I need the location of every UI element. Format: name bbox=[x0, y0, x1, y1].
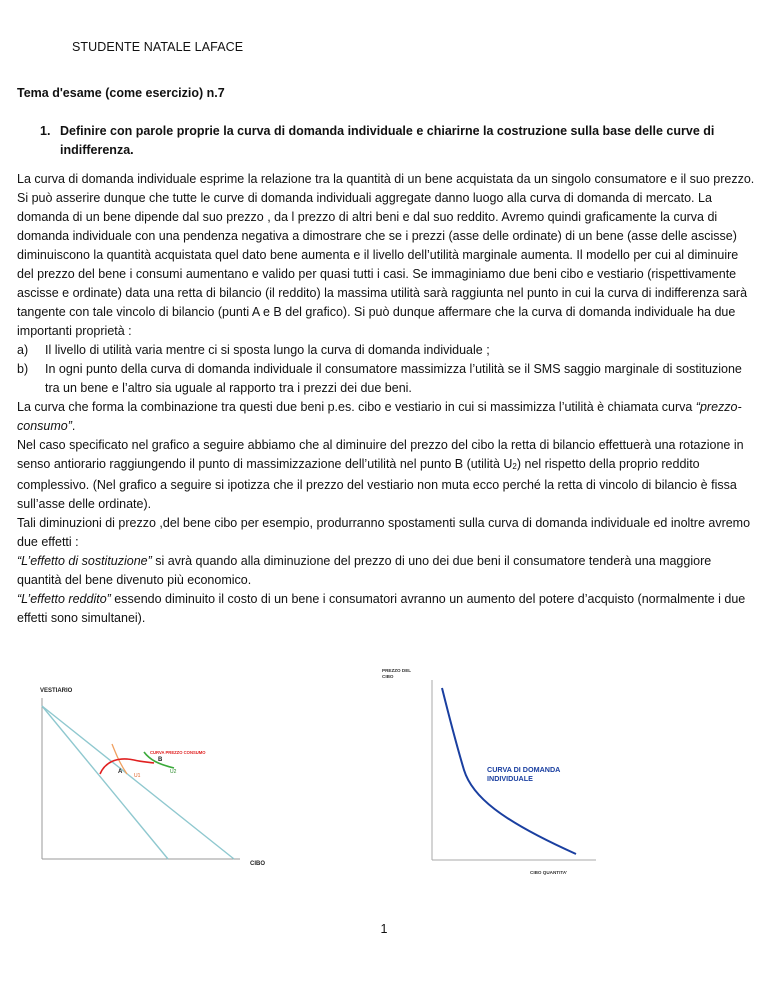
demand-figure bbox=[370, 660, 600, 880]
paragraph-price-consumption bbox=[17, 398, 757, 436]
price-consumption-label: CURVA PREZZO CONSUMO bbox=[150, 750, 206, 755]
income-text: essendo diminuito il costo di un bene i consumatori avranno un aumento del potere d’acquisto (normalmente i due effetti sono simultanei). bbox=[17, 592, 746, 625]
question-number: 1. bbox=[40, 124, 51, 138]
right-x-axis-label: CIBO QUANTITA' bbox=[530, 870, 568, 875]
pc-text-start: La curva che forma la combinazione tra questi due beni p.es. cibo e vestiario in cui si massimizza l’utilità è chiamata curva bbox=[17, 400, 696, 414]
budget-line-1 bbox=[42, 706, 168, 859]
property-a-label: a) bbox=[17, 343, 29, 357]
paragraph-price-decrease: Tali diminuzioni di prezzo ,del bene cibo per esempio, produrranno spostamenti sulla curva di domanda individuale ed inoltre avremo due effetti : bbox=[17, 516, 751, 549]
paragraph-graph-case bbox=[17, 436, 757, 514]
page-number: 1 bbox=[380, 922, 388, 936]
utility-subscript: 2 bbox=[512, 462, 517, 471]
graph-case-end: ) nel rispetto della proprio reddito complessivo. (Nel grafico a seguire si ipotizza che il prezzo del vestiario non muta ecco perché la retta di vincolo di bilancio è fissa sull’asse delle ordinate). bbox=[17, 457, 737, 511]
paragraph-substitution-effect bbox=[17, 552, 757, 590]
paragraph-definition: La curva di domanda individuale esprime la relazione tra la quantità di un bene acquistata da un singolo consumatore e il suo prezzo. Si può asserire dunque che tutte le curve di domanda individuali aggregate danno luogo alla curva di domanda di mercato. La domanda di un bene dipende dal suo prezzo , da l prezzo di altri beni e dal suo reddito. Avremo quindi graficamente la curva di domanda individuale con una pendenza negativa a dimostrare che se i prezzi (asse delle ordinate) di un bene (asse delle ascisse) diminuiscono la quantità acquistata quel dato bene aumenta e il livello dell’utilità marginale aumenta. Il modello per cui al diminuire del prezzo del bene i consumi aumentano e valido per quasi tutti i casi. Se immaginiamo due beni cibo e vestiario (rispettivamente ascisse e ordinate) data una retta di bilancio (il reddito) la massima utilità sarà raggiunta nel punto in cui la curva di indifferenza sarà tangente con tale vincolo di bilancio (punti A e B del grafico). Si può dunque affermare che la curva di domanda individuale ha due importanti proprietà : bbox=[17, 172, 755, 338]
substitution-term: “L’effetto di sostituzione” bbox=[17, 554, 152, 568]
left-x-axis-label: CIBO bbox=[250, 861, 265, 867]
indifference-figure bbox=[40, 660, 285, 875]
question bbox=[40, 122, 740, 160]
property-b bbox=[17, 360, 757, 398]
income-term: “L’effetto reddito” bbox=[17, 592, 111, 606]
paragraph-income-effect bbox=[17, 590, 757, 628]
student-name: STUDENTE NATALE LAFACE bbox=[72, 40, 244, 54]
price-consumption-curve bbox=[100, 759, 154, 774]
property-a bbox=[17, 341, 757, 360]
graph-case-start: Nel caso specificato nel grafico a seguire abbiamo che al diminuire del prezzo del cibo la retta di bilancio effettuerà una rotazione in senso antiorario raggiungendo il punto di massimizzazione dell’utilità nel punto B (utilità U bbox=[17, 438, 744, 471]
answer-body bbox=[17, 170, 757, 628]
question-text: Definire con parole proprie la curva di domanda individuale e chiarirne la costruzione sulla base delle curve di indifferenza. bbox=[60, 124, 715, 157]
u2-label: U2 bbox=[170, 769, 177, 775]
right-y-axis-label-2: CIBO bbox=[382, 674, 394, 679]
u1-label: U1 bbox=[134, 773, 141, 779]
substitution-text: si avrà quando alla diminuzione del prezzo di uno dei due beni il consumatore tenderà una maggiore quantità del bene divenuto più economico. bbox=[17, 554, 712, 587]
budget-line-2 bbox=[42, 706, 234, 859]
property-b-text: In ogni punto della curva di domanda individuale il consumatore massimizza l’utilità se il SMS saggio marginale di sostituzione tra un bene e l’altro sia uguale al rapporto tra i prezzi dei due beni. bbox=[45, 362, 742, 395]
right-y-axis-label-1: PREZZO DEL bbox=[382, 668, 412, 673]
pc-term: “prezzo-consumo” bbox=[17, 400, 742, 433]
point-b-label: B bbox=[158, 757, 163, 763]
exam-heading: Tema d'esame (come esercizio) n.7 bbox=[17, 86, 225, 100]
property-b-label: b) bbox=[17, 362, 29, 376]
point-a-label: A bbox=[118, 769, 123, 775]
left-y-axis-label: VESTIARIO bbox=[40, 688, 73, 694]
property-a-text: Il livello di utilità varia mentre ci si sposta lungo la curva di domanda individuale ; bbox=[45, 343, 490, 357]
pc-text-end: . bbox=[71, 419, 76, 433]
demand-label-1: CURVA DI DOMANDA bbox=[487, 765, 561, 774]
demand-label-2: INDIVIDUALE bbox=[487, 774, 533, 783]
